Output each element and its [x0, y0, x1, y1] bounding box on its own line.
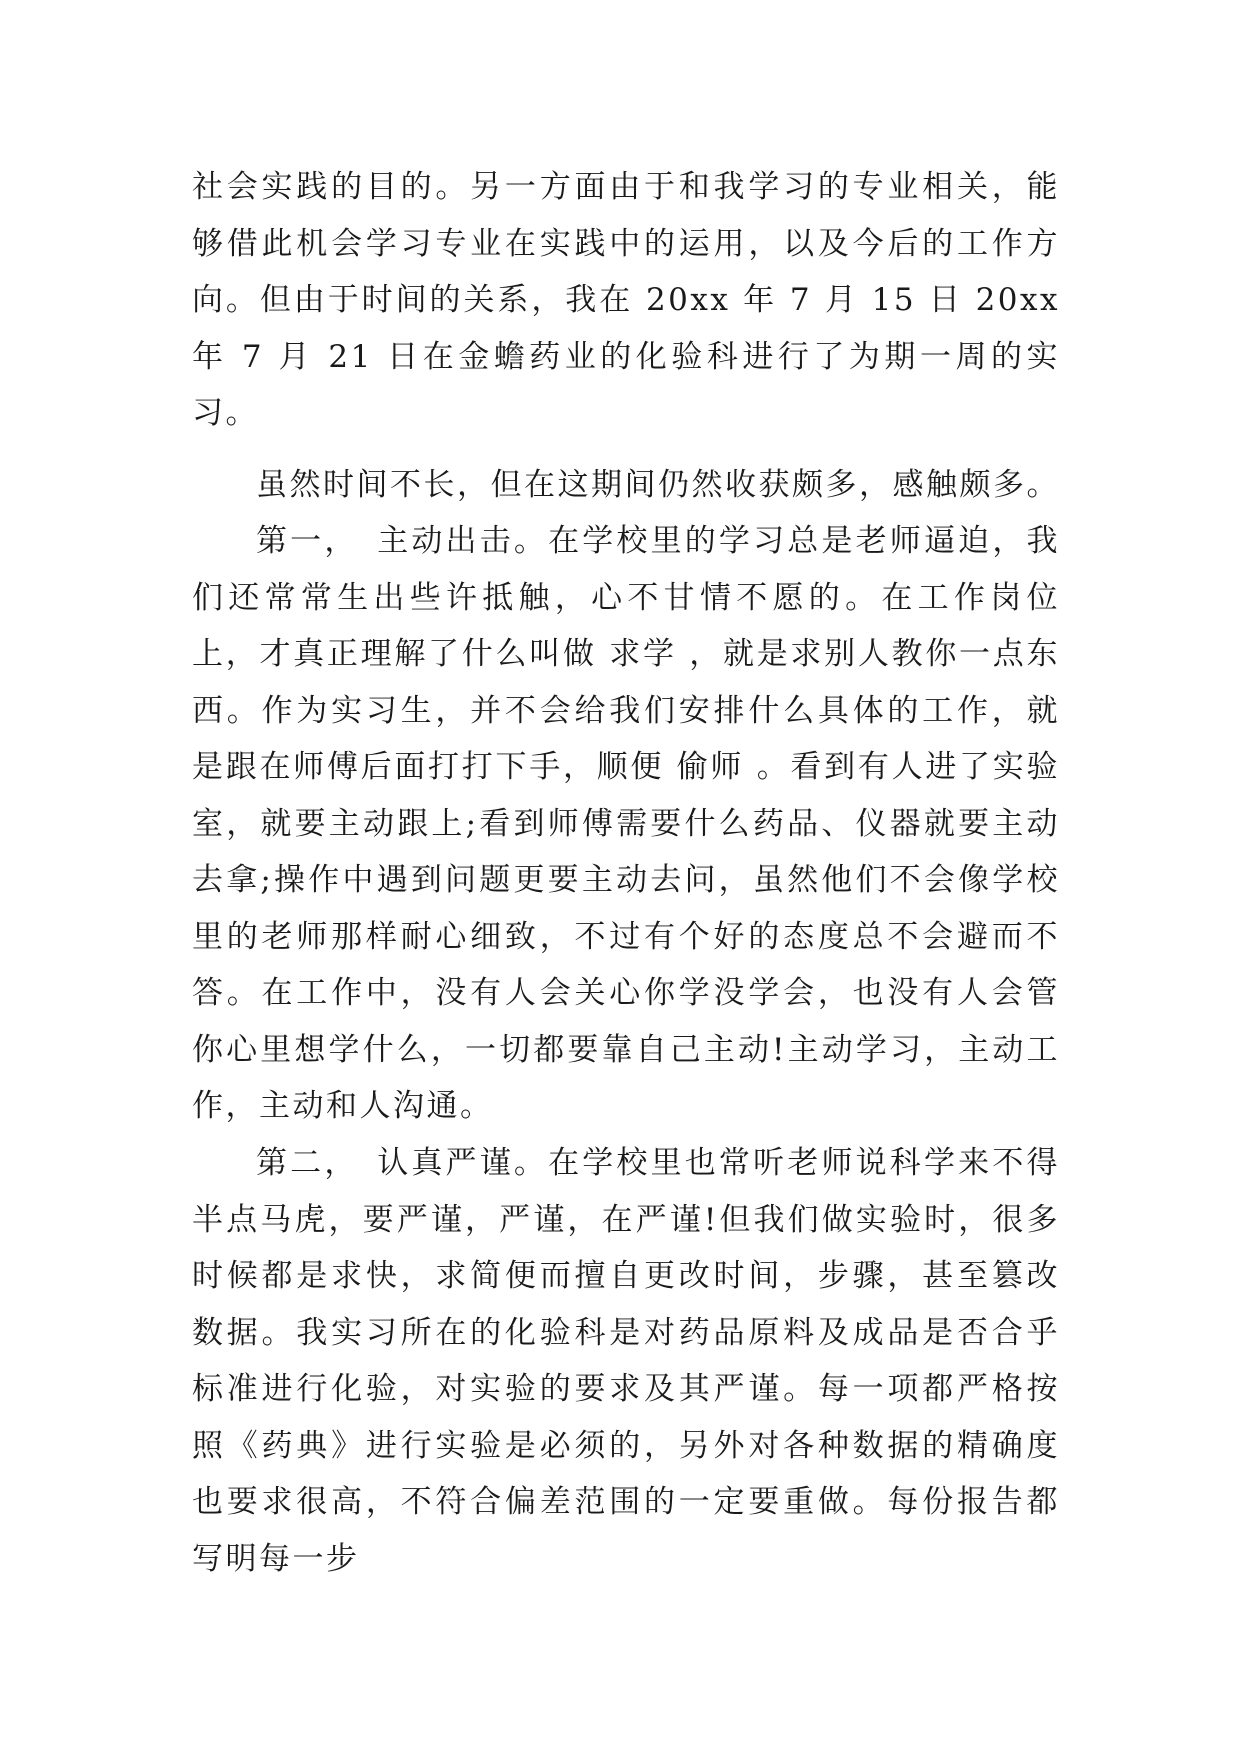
paragraph-practice-purpose	[192, 159, 1060, 442]
paragraph-summary	[192, 457, 1060, 514]
paragraph-first-point	[192, 513, 1060, 1135]
paragraph-second-point	[192, 1135, 1060, 1587]
paragraph-text: 第二， 认真严谨。在学校里也常听老师说科学来不得半点马虎，要严谨，严谨，在严谨!但我们做实验时，很多时候都是求快，求简便而擅自更改时间，步骤，甚至篡改数据。我实习所在的化验科是对药品原料及成品是否合乎标准进行化验，对实验的要求及其严谨。每一项都严格按照《药典》进行实验是必须的，另外对各种数据的精确度也要求很高，不符合偏差范围的一定要重做。每份报告都写明每一步	[192, 1145, 1060, 1577]
paragraph-text: 虽然时间不长，但在这期间仍然收获颇多，感触颇多。	[256, 467, 1060, 503]
paragraph-text: 第一， 主动出击。在学校里的学习总是老师逼迫，我们还常常生出些许抵触，心不甘情不愿的。在工作岗位上，才真正理解了什么叫做 求学 ，就是求别人教你一点东西。作为实习生，并不会给我们安排什么具体的工作，就是跟在师傅后面打打下手，顺便 偷师 。看到有人进了实验室，就要主动跟上;看到师傅需要什么药品、仪器就要主动去拿;操作中遇到问题更要主动去问，虽然他们不会像学校里的老师那样耐心细致，不过有个好的态度总不会避而不答。在工作中，没有人会关心你学没学会，也没有人会管你心里想学什么，一切都要靠自己主动!主动学习，主动工作，主动和人沟通。	[192, 523, 1060, 1124]
paragraph-text: 社会实践的目的。另一方面由于和我学习的专业相关，能够借此机会学习专业在实践中的运用，以及今后的工作方向。但由于时间的关系，我在 20xx 年 7 月 15 日 20xx 年 7 月 21 日在金蟾药业的化验科进行了为期一周的实习。	[192, 169, 1060, 431]
